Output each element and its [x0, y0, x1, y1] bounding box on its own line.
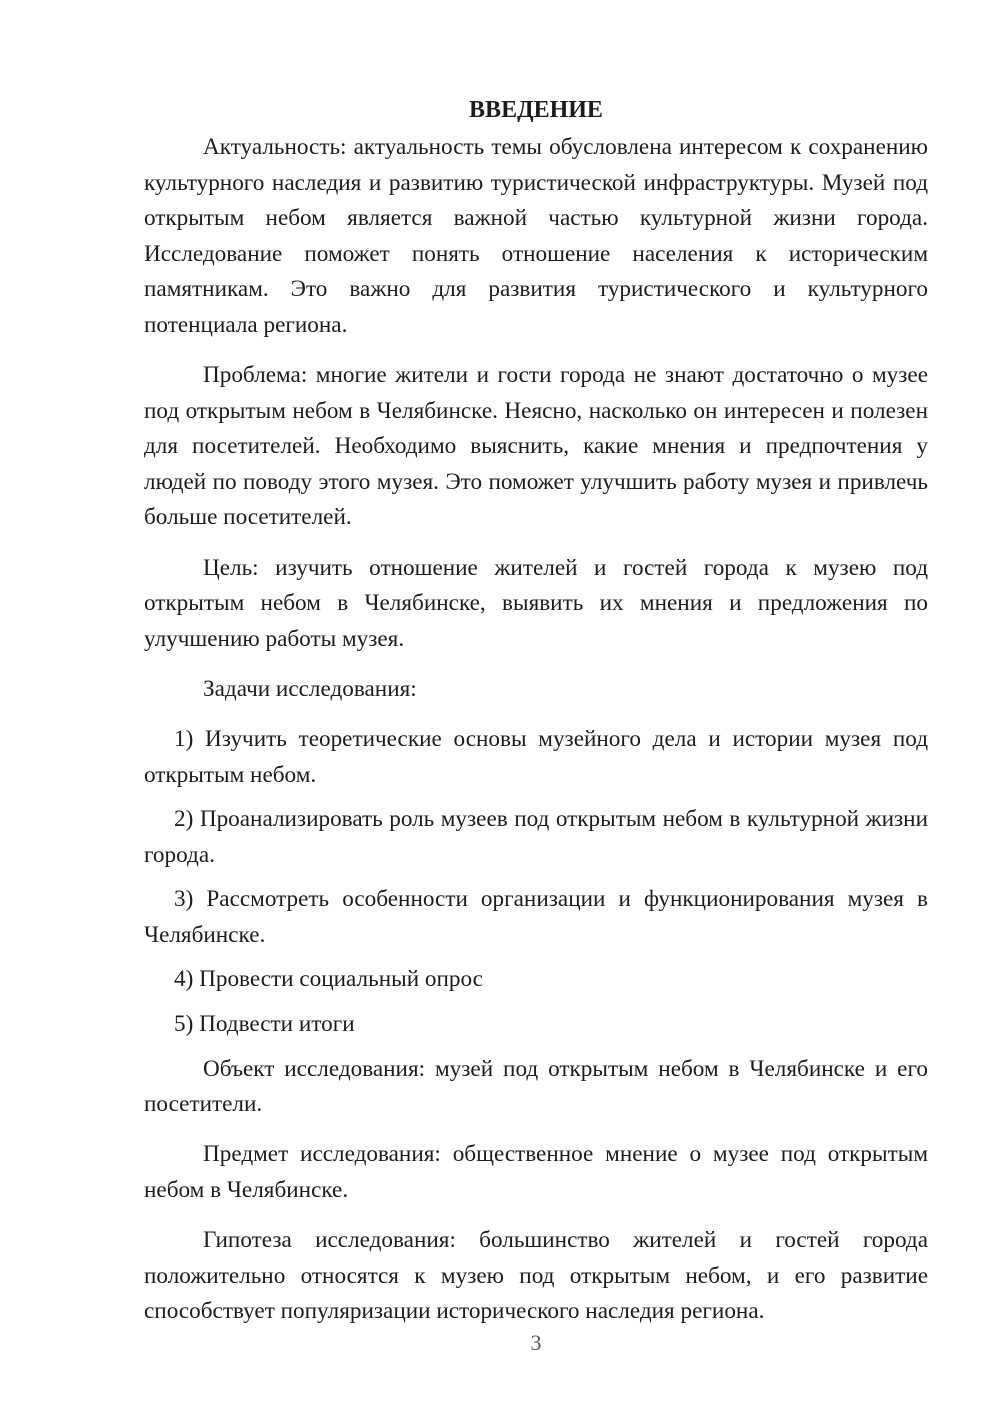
document-page — [144, 92, 928, 1344]
task-item: 3) Рассмотреть особенности организации и функционирования музея в Челябинске. — [144, 886, 928, 948]
page-title: ВВЕДЕНИЕ — [469, 97, 603, 123]
page-number: 3 — [530, 1330, 542, 1355]
task-item: 4) Провести социальный опрос — [174, 966, 483, 993]
object-paragraph: Объект исследования: музей под открытым небом в Челябинске и его посетители. — [144, 1055, 928, 1118]
task-item: 2) Проанализировать роль музеев под открытым небом в культурной жизни города. — [144, 806, 928, 868]
problem-paragraph: Проблема: многие жители и гости города не знают достаточно о музее под открытым небом в Челябинске. Неясно, насколько он интересен и полезен для посетителей. Необходимо выяснить, какие мнения и предпочтения у людей по поводу этого музея. Это поможет улучшить работу музея и привлечь больше посетителей. — [144, 362, 928, 531]
subject-paragraph: Предмет исследования: общественное мнение о музее под открытым небом в Челябинске. — [144, 1141, 928, 1203]
tasks-heading: Задачи исследования: — [203, 675, 417, 702]
task-item: 1) Изучить теоретические основы музейного дела и истории музея под открытым небом. — [144, 725, 928, 788]
goal-paragraph: Цель: изучить отношение жителей и гостей города к музею под открытым небом в Челябинске, выявить их мнения и предложения по улучшению работы музея. — [144, 554, 928, 652]
hypothesis-paragraph: Гипотеза исследования: большинство жителей и гостей города положительно относятся к музею под открытым небом, и его развитие способствует популяризации исторического наследия региона. — [144, 1227, 928, 1325]
task-item: 5) Подвести итоги — [174, 1011, 355, 1038]
tasks-list — [144, 722, 928, 1043]
relevance-paragraph: Актуальность: актуальность темы обусловлена интересом к сохранению культурного наследия и развитию туристической инфраструктуры. Музей под открытым небом является важной частью культурной жизни города. Исследование поможет понять отношение населения к историческим памятникам. Это важно для развития туристического и культурного потенциала региона. — [144, 134, 928, 338]
